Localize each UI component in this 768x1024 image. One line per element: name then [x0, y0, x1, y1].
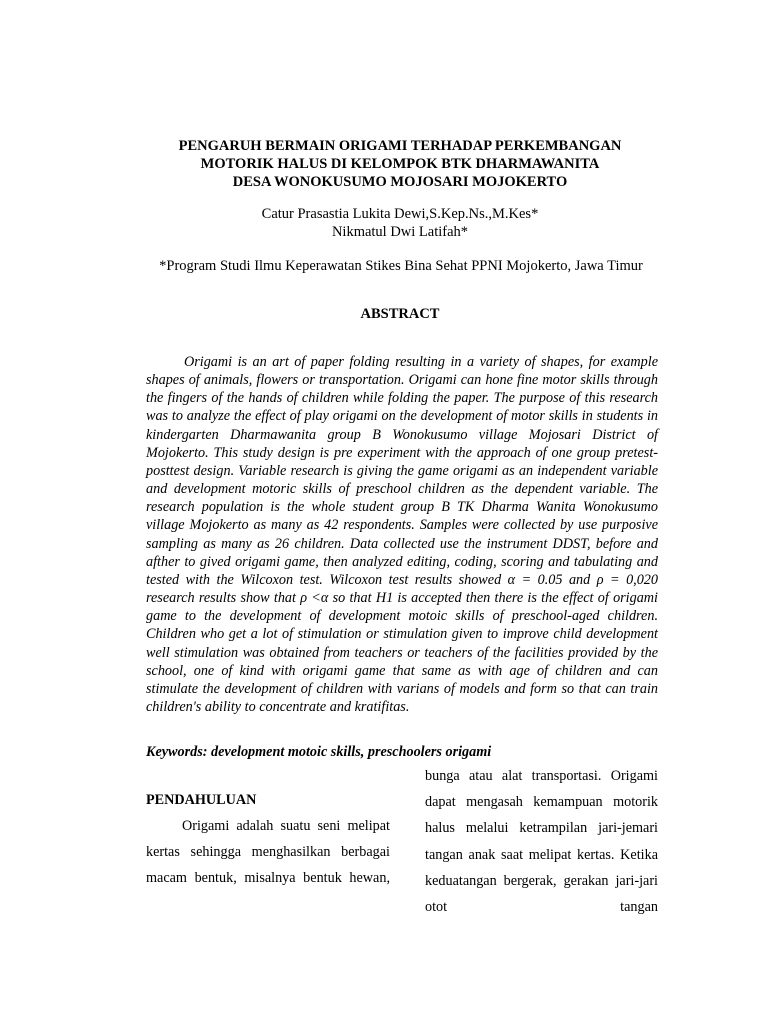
title-line-2: MOTORIK HALUS DI KELOMPOK BTK DHARMAWANITA [200, 156, 600, 172]
left-column-text: Origami adalah suatu seni melipat kertas sehingga menghasilkan berbagai macam bentuk, misalnya bentuk hewan, [146, 818, 390, 887]
section-heading-pendahuluan: PENDAHULUAN [146, 792, 257, 808]
right-column-text: bunga atau alat transportasi. Origami dapat mengasah kemampuan motorik halus melalui ketrampilan jari-jemari tangan anak saat melipat kertas. Ketika keduatangan bergerak, gerakan jari-jari otot tangan [425, 768, 658, 916]
right-column [425, 763, 658, 920]
abstract-heading: ABSTRACT [360, 306, 440, 322]
keywords: Keywords: development motoic skills, preschoolers origami [146, 744, 492, 760]
title-line-3: DESA WONOKUSUMO MOJOSARI MOJOKERTO [232, 174, 568, 190]
author-1: Catur Prasastia Lukita Dewi,S.Kep.Ns.,M.Kes* [261, 206, 539, 222]
author-2: Nikmatul Dwi Latifah* [331, 224, 469, 240]
abstract-body: Origami is an art of paper folding resulting in a variety of shapes, for example shapes of animals, flowers or transportation. Origami can hone fine motor skills through the fingers of the hands of children while folding the paper. The purpose of this research was to analyze the effect of play origami on the development of motor skills in students in kindergarten Dharmawanita group B Wonokusumo village Mojosari District of Mojokerto. This study design is pre experiment with the approach of one group pretest-posttest design. Variable research is giving the game origami as an independent variable and development motoric skills of preschool children as the dependent variable. The research population is the whole student group B TK Dharma Wanita Wonokusumo village Mojokerto as many as 42 respondents. Samples were collected by use purposive sampling as many as 26 children. Data collected use the instrument DDST, before and afther to gived origami game, then analyzed editing, coding, scoring and tabulating and tested with the Wilcoxon test. Wilcoxon test results showed α = 0.05 and ρ = 0,020 research results show that ρ <α so that H1 is accepted then there is the effect of origami game to the development of development motoic skills of preschool-aged children. Children who get a lot of stimulation or stimulation given to improve child development well stimulation was obtained from teachers or teachers of the facilities provided by the school, one of kind with origami game that same as with age of children and can stimulate the development of children with varians of models and form so that can train children's ability to concentrate and kratifitas. [146, 354, 658, 715]
affiliation: *Program Studi Ilmu Keperawatan Stikes Bina Sehat PPNI Mojokerto, Jawa Timur [159, 258, 643, 274]
paper-title [130, 137, 670, 191]
left-column [146, 787, 390, 892]
title-line-1: PENGARUH BERMAIN ORIGAMI TERHADAP PERKEMBANGAN [178, 138, 622, 154]
author-list [130, 205, 670, 241]
